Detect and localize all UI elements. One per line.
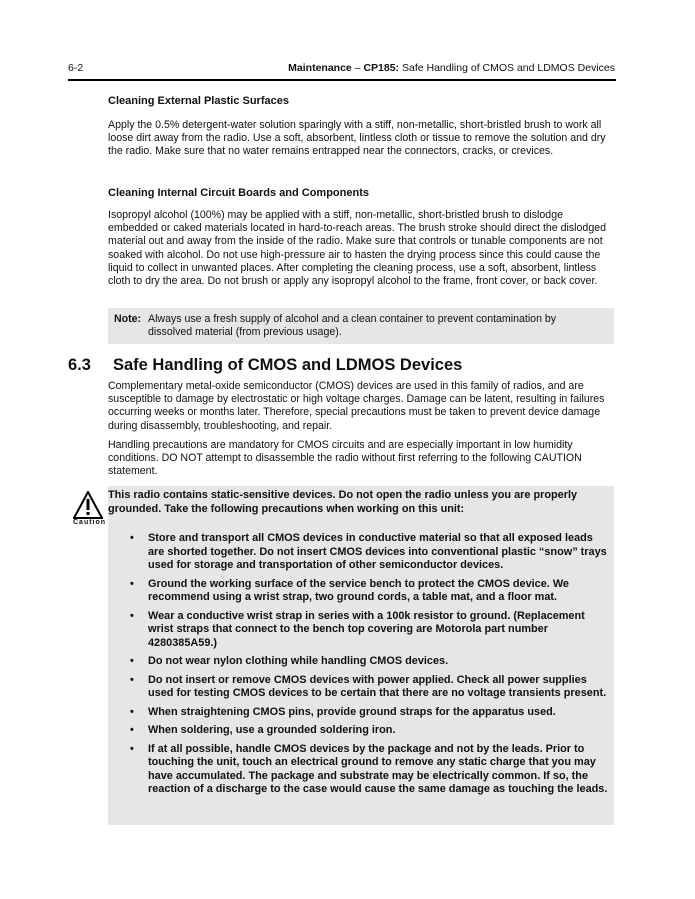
- note-box: [108, 308, 614, 344]
- section-para1: Complementary metal-oxide semiconductor (CMOS) devices are used in this family of radios, and are susceptible to damage by electrostatic or high voltage charges. Damage can be latent, resulting in failures occurring weeks or months later. Therefore, special precautions must be taken to prevent device damage during disassembly, troubleshooting, and repair.: [108, 380, 605, 432]
- caution-bullet-list: [108, 532, 608, 802]
- bullet-icon: •: [130, 609, 134, 622]
- cleaning-external-section: [108, 95, 614, 107]
- list-item: • Store and transport all CMOS devices in conductive material so that all exposed leads are shorted together. Do not insert CMOS devices into conventional plastic “snow” trays used for storage and transportation of other semiconductor devices.: [130, 532, 607, 571]
- bullet-icon: •: [130, 724, 134, 736]
- bullet-icon: •: [130, 705, 134, 718]
- list-item: • Ground the working surface of the service bench to protect the CMOS device. We recommend using a wrist strap, two ground cords, a table mat, and a floor mat.: [130, 577, 569, 603]
- header-section-label: Maintenance: [288, 62, 352, 74]
- list-item: • When soldering, use a grounded soldering iron.: [130, 724, 396, 736]
- cleaning-internal-body-wrap: [108, 209, 614, 288]
- bullet-icon: •: [130, 532, 134, 544]
- section-title: Safe Handling of CMOS and LDMOS Devices: [113, 356, 463, 374]
- list-item: • Do not wear nylon clothing while handling CMOS devices.: [130, 655, 449, 667]
- header-rule: [68, 79, 616, 81]
- running-header: [288, 62, 615, 74]
- bullet-icon: •: [130, 742, 134, 755]
- section-para2-wrap: [108, 439, 614, 479]
- section-para1-wrap: [108, 380, 614, 433]
- cleaning-internal-heading: Cleaning Internal Circuit Boards and Components: [108, 187, 369, 199]
- section-number: 6.3: [68, 356, 91, 374]
- section-para2: Handling precautions are mandatory for CMOS circuits and are especially important in low humidity conditions. DO NOT attempt to disassemble the radio without first referring to the following CAUTION statement.: [108, 439, 582, 478]
- cleaning-internal-section: [108, 187, 614, 199]
- header-separator: –: [351, 62, 364, 74]
- cleaning-external-body: Apply the 0.5% detergent-water solution sparingly with a stiff, non-metallic, short-bristled brush to work all loose dirt away from the radio. Use a soft, absorbent, lintless cloth or tissue to remove the solution and dry the radio. Make sure that no water remains entrapped near the connectors, cracks, or crevices.: [108, 119, 606, 158]
- list-item: • Do not insert or remove CMOS devices with power applied. Check all power supplies used for testing CMOS devices to be certain that there are no voltage transients present.: [130, 673, 607, 699]
- caution-box: [108, 486, 614, 825]
- note-label: Note:: [114, 313, 142, 325]
- cleaning-internal-body: Isopropyl alcohol (100%) may be applied with a stiff, non-metallic, short-bristled brush to dislodge embedded or caked materials located in hard-to-reach areas. The brush stroke should direct the dislodged material out and away from the inside of the radio. Make sure that controls or tunable components are not soaked with alcohol. Do not use high-pressure air to hasten the drying process since this could cause the liquid to collect in unwanted places. After completing the cleaning process, use a soft, absorbent, lintless cloth to dry the area. Do not brush or apply any isopropyl alcohol to the frame, front cover, or back cover.: [108, 209, 606, 288]
- list-item: • Wear a conductive wrist strap in series with a 100k resistor to ground. (Replacement wrist straps that connect to the bench top covering are Motorola part number 4280385A59.): [130, 609, 585, 649]
- list-item: • When straightening CMOS pins, provide ground straps for the apparatus used.: [130, 705, 556, 718]
- page-number: 6-2: [68, 62, 84, 74]
- note-text: Always use a fresh supply of alcohol and a clean container to prevent contamination by dissolved material (from previous usage).: [148, 313, 557, 339]
- warning-triangle-icon: [73, 491, 103, 519]
- cleaning-external-heading: Cleaning External Plastic Surfaces: [108, 95, 289, 107]
- bullet-icon: •: [130, 673, 134, 686]
- caution-intro: This radio contains static-sensitive devices. Do not open the radio unless you are properly grounded. Take the following precautions when working on this unit:: [108, 489, 578, 515]
- list-item: • If at all possible, handle CMOS devices by the package and not by the leads. Prior to touching the unit, touch an electrical ground to remove any static charge that you may have accumulated. The package and substrate may be electrically common. If so, the reaction of a discharge to the case would cause the same damage as touching the leads.: [130, 742, 608, 795]
- header-model: CP185:: [363, 62, 400, 74]
- caution-label: Caution: [73, 519, 107, 526]
- bullet-icon: •: [130, 577, 134, 590]
- header-topic: Safe Handling of CMOS and LDMOS Devices: [399, 62, 615, 74]
- cleaning-external-body-wrap: [108, 119, 614, 159]
- bullet-icon: •: [130, 655, 134, 667]
